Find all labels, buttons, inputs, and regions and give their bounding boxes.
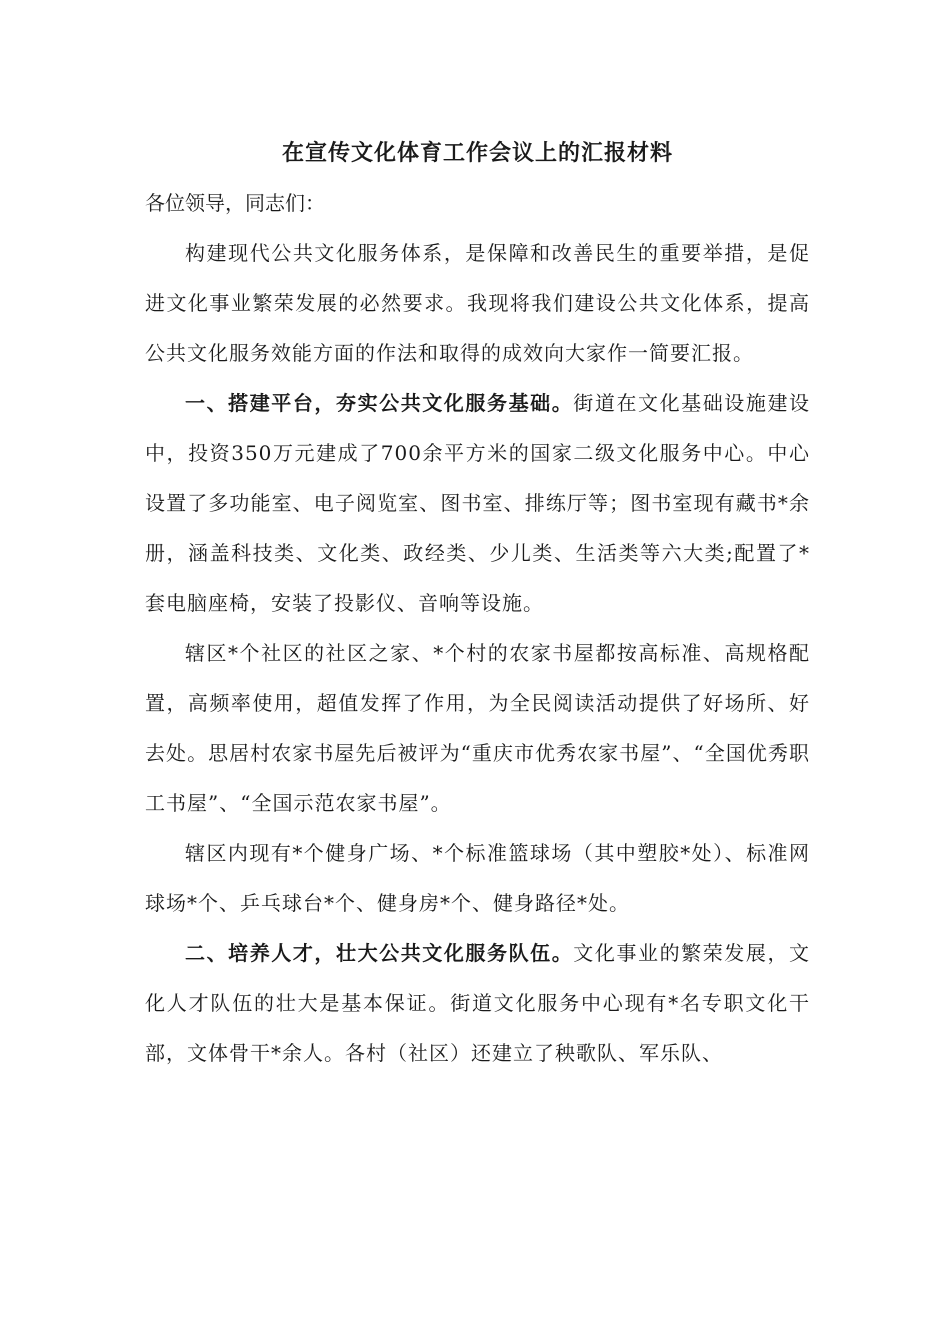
paragraph-reading-rooms [145,628,810,828]
paragraph-text: 构建现代公共文化服务体系，是保障和改善民生的重要举措，是促进文化事业繁荣发展的必然要求。我现将我们建设公共文化体系，提高公共文化服务效能方面的作法和取得的成效向大家作一简要汇报。 [145,241,810,365]
paragraph-section-1 [145,378,810,628]
document-page [145,128,810,1078]
section-heading: 一、搭建平台，夯实公共文化服务基础。 [185,391,574,415]
paragraph-section-2 [145,928,810,1078]
paragraph-intro [145,228,810,378]
document-title: 在宣传文化体育工作会议上的汇报材料 [281,140,673,166]
paragraph-text: 辖区内现有*个健身广场、*个标准篮球场（其中塑胶*处）、标准网球场*个、乒乓球台*个、健身房*个、健身路径*处。 [145,841,810,915]
salutation: 各位领导，同志们： [145,191,325,215]
paragraph-text: 街道在文化基础设施建设中，投资350万元建成了700余平方米的国家二级文化服务中心。中心设置了多功能室、电子阅览室、图书室、排练厅等；图书室现有藏书*余册，涵盖科技类、文化类、政经类、少儿类、生活类等六大类;配置了*套电脑座椅，安装了投影仪、音响等设施。 [145,391,811,615]
section-heading: 二、培养人才，壮大公共文化服务队伍。 [185,941,574,965]
paragraph-text: 辖区*个社区的社区之家、*个村的农家书屋都按高标准、高规格配置，高频率使用，超值发挥了作用，为全民阅读活动提供了好场所、好去处。思居村农家书屋先后被评为“重庆市优秀农家书屋”、“全国优秀职工书屋”、“全国示范农家书屋”。 [145,641,810,815]
paragraph-sports-facilities [145,828,810,928]
paragraph-text: 文化事业的繁荣发展，文化人才队伍的壮大是基本保证。街道文化服务中心现有*名专职文化干部，文体骨干*余人。各村（社区）还建立了秧歌队、军乐队、 [145,941,811,1065]
